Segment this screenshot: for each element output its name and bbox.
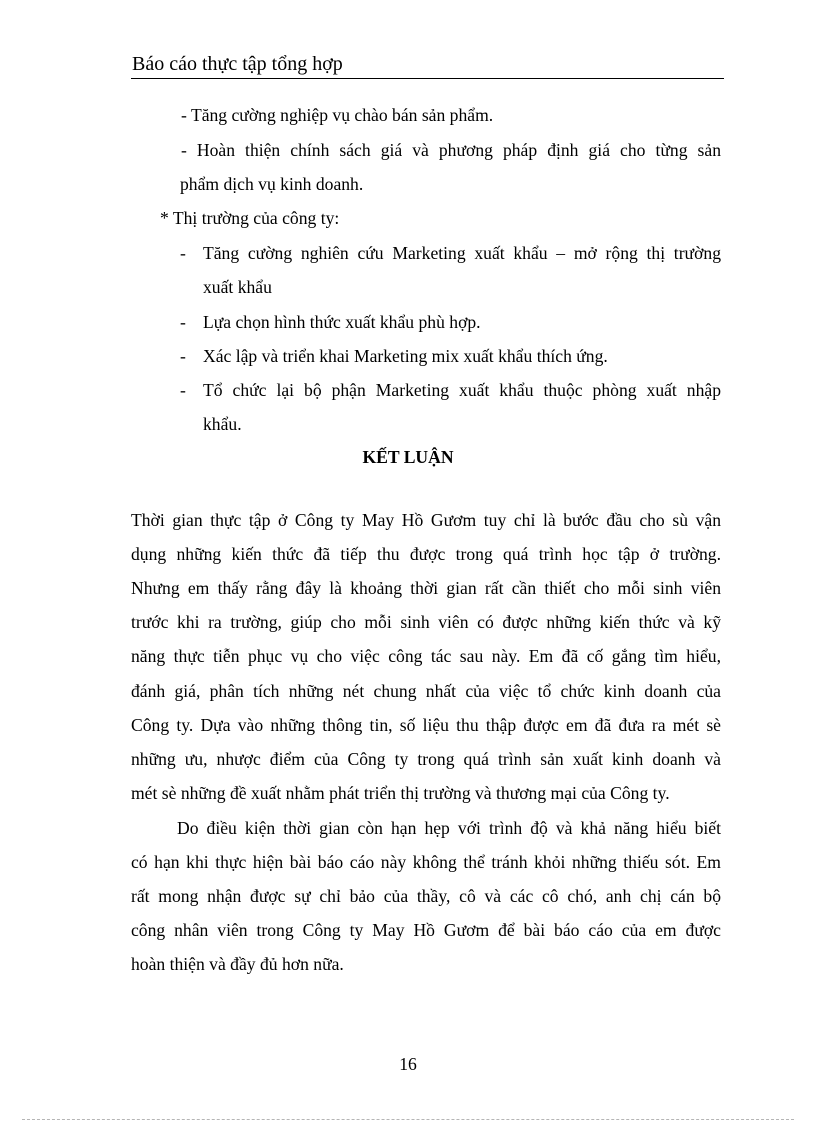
list-bullet: - (181, 105, 187, 125)
paragraph-line: Thời gian thực tập ở Công ty May Hồ Gươm tuy chỉ là bước đầu cho sù vận (131, 510, 721, 530)
list-bullet: - (181, 140, 187, 160)
list-item-line (181, 139, 721, 161)
list-item-text: Xác lập và triển khai Marketing mix xuất khẩu thích ứng. (203, 346, 608, 366)
section-heading: KẾT LUẬN (362, 447, 454, 467)
page-number: 16 (399, 1054, 417, 1074)
list-item-continuation: khẩu. (203, 414, 242, 434)
paragraph-line: những ưu, nhược điểm của Công ty trong quá trình sản xuất kinh doanh và (131, 749, 721, 769)
paragraph-line: dụng những kiến thức đã tiếp thu được trong quá trình học tập ở trường. (131, 544, 721, 564)
list-item-text: Tổ chức lại bộ phận Marketing xuất khẩu thuộc phòng xuất nhập (203, 380, 721, 400)
paragraph-line: công nhân viên trong Công ty May Hồ Gươm để bài báo cáo của em được (131, 920, 721, 940)
running-header-title: Báo cáo thực tập tổng hợp (132, 53, 343, 75)
paragraph-line: Công ty. Dựa vào những thông tin, số liệu thu thập được em đã đưa ra mét sè (131, 715, 721, 735)
list-item-continuation: xuất khẩu (203, 277, 272, 297)
paragraph-line: Nhưng em thấy rằng đây là khoảng thời gian rất cần thiết cho mỗi sinh viên (131, 578, 721, 598)
paragraph-line: mét sè những đề xuất nhằm phát triển thị trường và thương mại của Công ty. (131, 783, 670, 803)
list-item-line (181, 104, 493, 126)
list-item-text: Tăng cường nghiên cứu Marketing xuất khẩu – mở rộng thị trường (203, 243, 721, 263)
paragraph-line: đánh giá, phân tích những nét chung nhất của việc tổ chức kinh doanh của (131, 681, 721, 701)
list-bullet: - (180, 243, 186, 263)
header-rule (131, 78, 724, 79)
list-bullet: - (180, 312, 186, 332)
list-item-text: Hoàn thiện chính sách giá và phương pháp định giá cho từng sản (196, 140, 721, 160)
paragraph-line: năng thực tiễn phục vụ cho việc công tác sau này. Em đã cố gắng tìm hiểu, (131, 646, 721, 666)
list-item-continuation: phẩm dịch vụ kinh doanh. (180, 174, 364, 194)
paragraph-line: có hạn khi thực hiện bài báo cáo này không thể tránh khỏi những thiếu sót. Em (131, 852, 721, 872)
list-bullet: - (180, 380, 186, 400)
list-item-text: Lựa chọn hình thức xuất khẩu phù hợp. (203, 312, 481, 332)
list-item-text: Tăng cường nghiệp vụ chào bán sản phẩm. (190, 105, 494, 125)
list-bullet: - (180, 346, 186, 366)
market-heading: * Thị trường của công ty: (160, 208, 340, 228)
paragraph-line: hoàn thiện và đầy đủ hơn nữa. (131, 954, 344, 974)
paragraph-line: Do điều kiện thời gian còn hạn hẹp với trình độ và khả năng hiểu biết (177, 818, 721, 838)
page-bottom-rule (22, 1119, 794, 1120)
paragraph-line: rất mong nhận được sự chỉ bảo của thầy, cô và các cô chó, anh chị cán bộ (131, 886, 721, 906)
paragraph-line: trước khi ra trường, giúp cho mỗi sinh viên có được những kiến thức và kỹ (131, 612, 721, 632)
